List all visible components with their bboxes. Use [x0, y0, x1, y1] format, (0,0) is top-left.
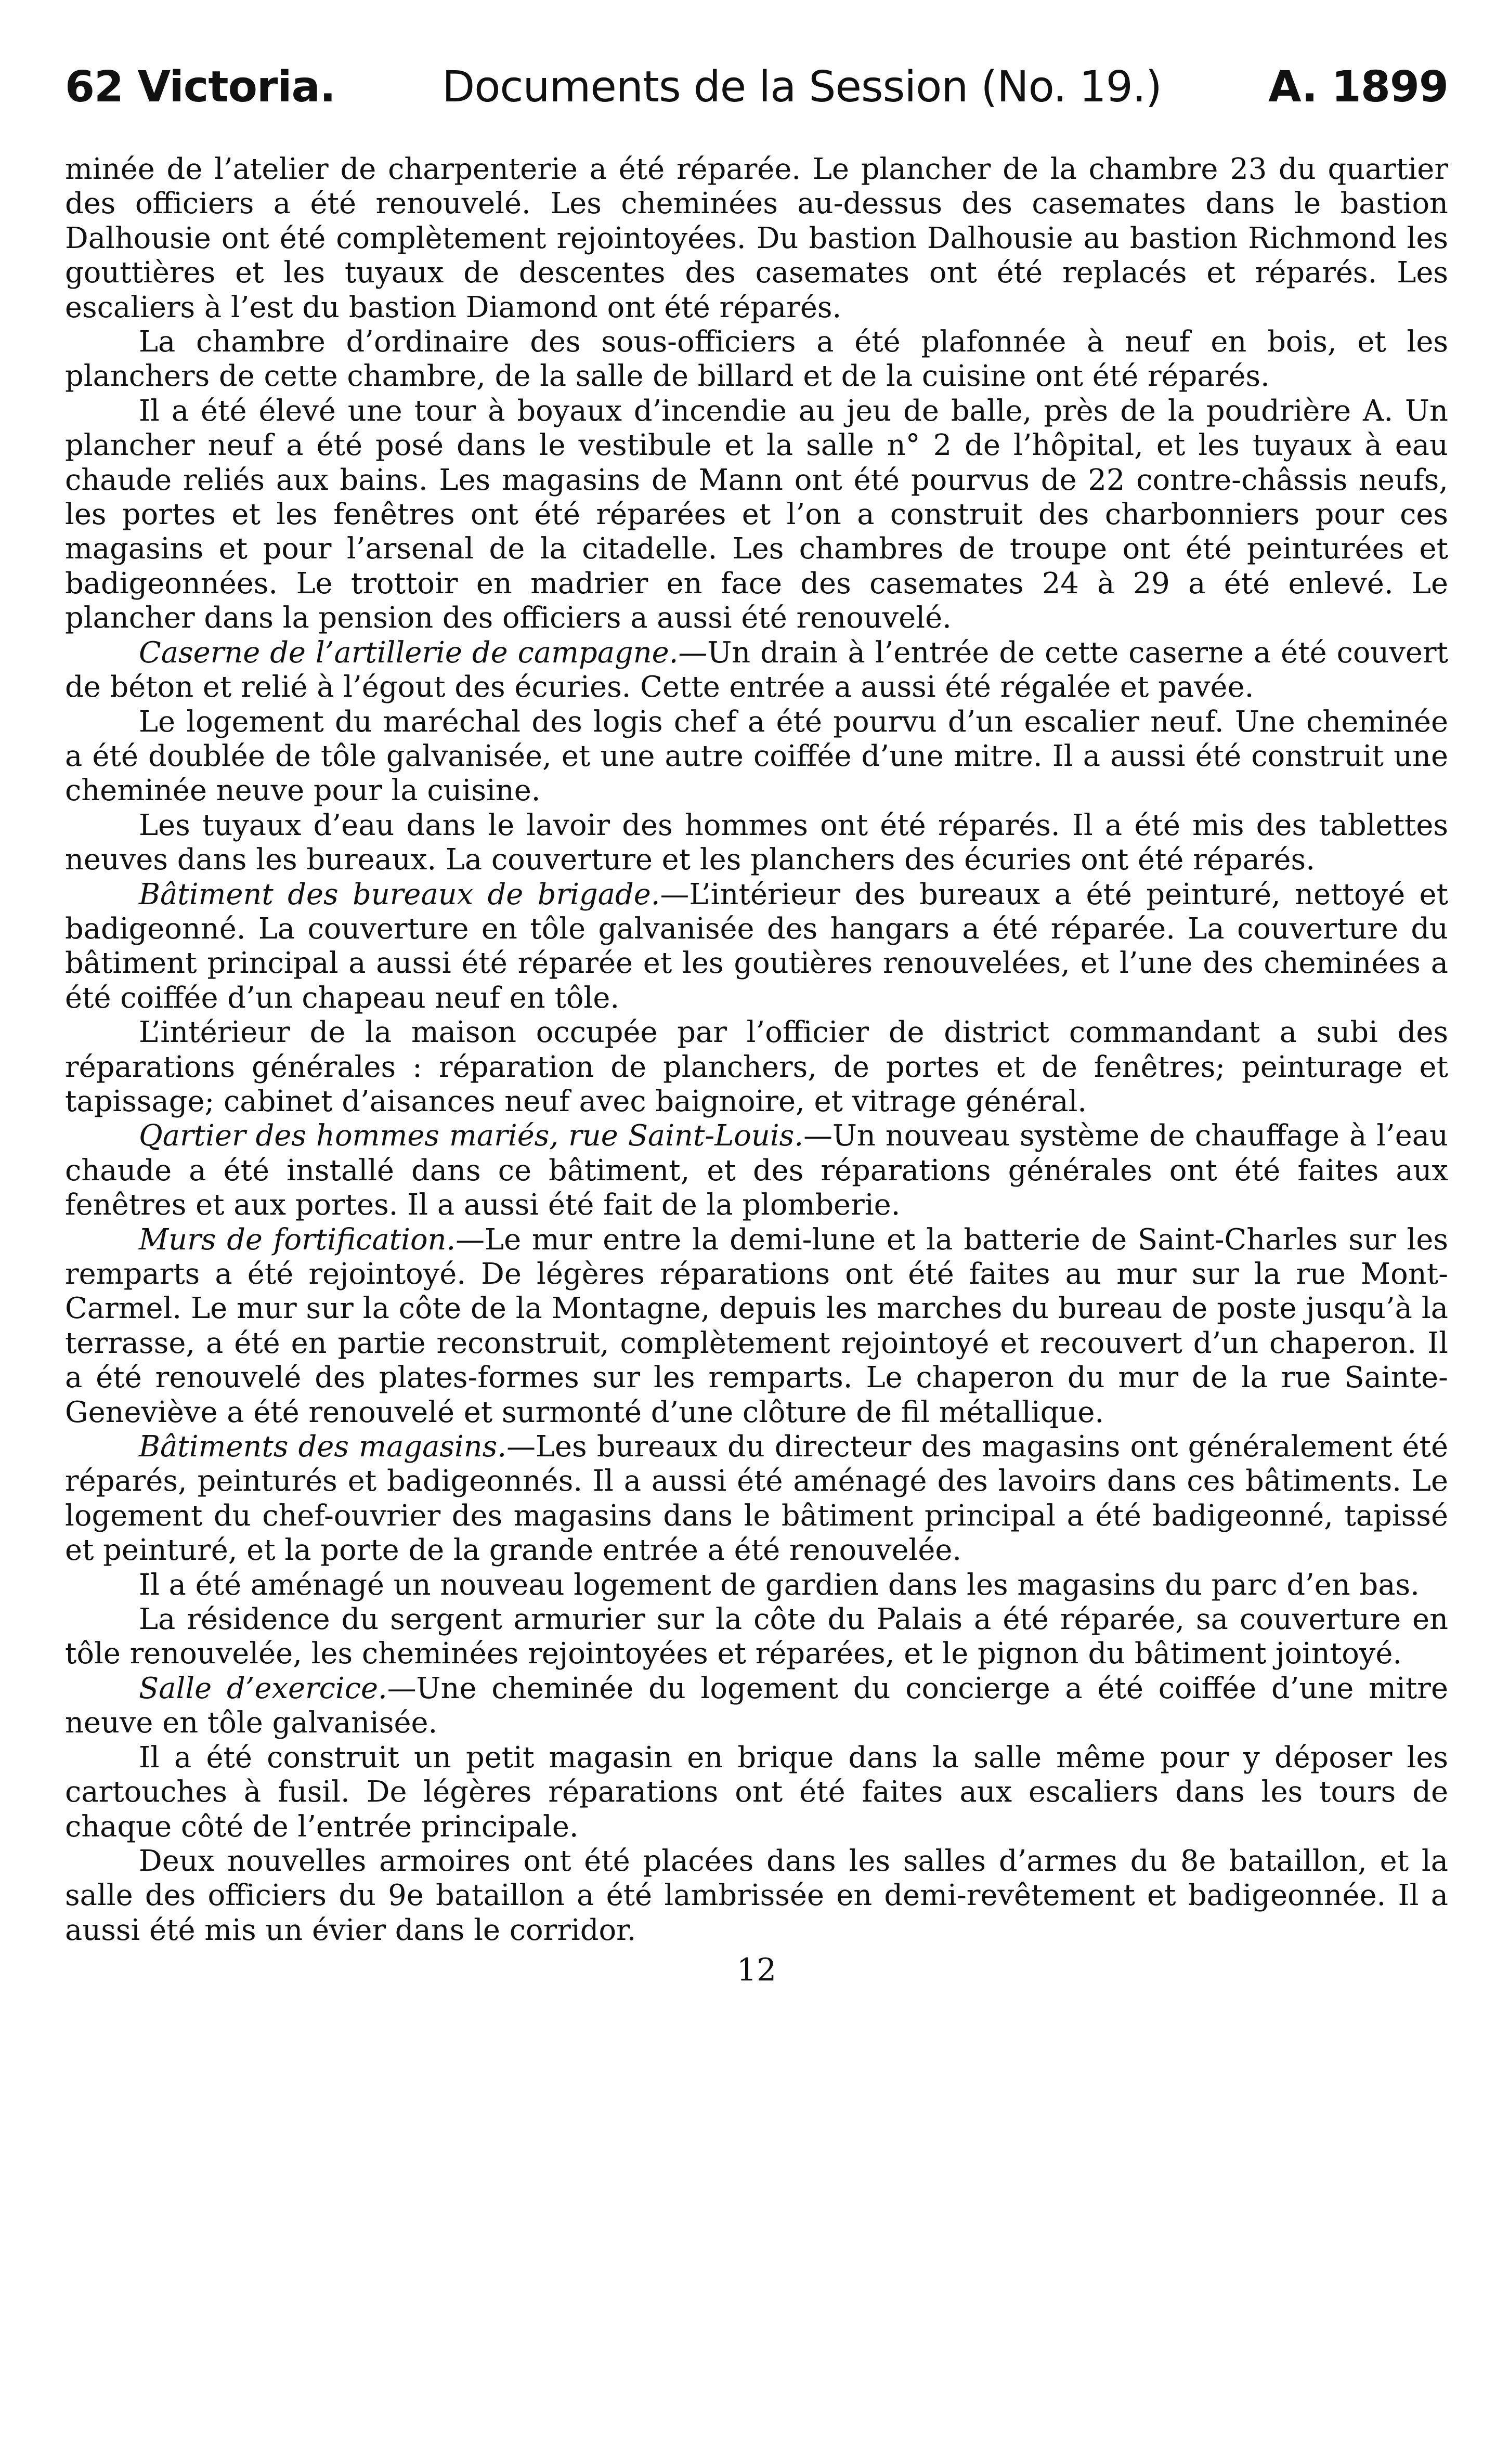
document-page — [65, 62, 1448, 1988]
section-heading: Caserne de l’artillerie de campagne. — [139, 635, 679, 670]
body-text — [65, 152, 1448, 1948]
paragraph-text: —Le mur entre la demi-lune et la batterie de Saint-Charles sur les remparts a été rejointoyé. De légères réparations ont été faites au mur sur la rue Mont-Carmel. Le mur sur la côte de la Montagne, depuis les marches du bureau de poste jusqu’à la terrasse, a été en partie reconstruit, complètement rejointoyé et recouvert d’un chaperon. Il a été renouvelé des plates-formes sur les remparts. Le chaperon du mur de la rue Sainte-Geneviève a été renouvelé et surmonté d’une clôture de fil métallique. — [65, 1222, 1448, 1429]
paragraph-text: —Une cheminée du logement du concierge a été coiffée d’une mitre neuve en tôle galvanisée. — [65, 1671, 1448, 1740]
header-center: Documents de la Session (No. 19.) — [442, 62, 1162, 112]
paragraph-text: —L’intérieur des bureaux a été peinturé, nettoyé et badigeonné. La couverture en tôle galvanisée des hangars a été réparée. La couverture du bâtiment principal a aussi été réparée et les goutières renouvelées, et l’une des cheminées a été coiffée d’un chapeau neuf en tôle. — [65, 877, 1448, 1015]
paragraph-text: —Un nouveau système de chauffage à l’eau chaude a été installé dans ce bâtiment, et des réparations générales ont été faites aux fenêtres et aux portes. Il a aussi été fait de la plomberie. — [65, 1119, 1449, 1222]
section-heading: Murs de fortification. — [139, 1222, 456, 1257]
paragraph — [65, 1568, 1448, 1602]
paragraph — [65, 1672, 1448, 1741]
paragraph — [65, 1741, 1448, 1844]
paragraph-text: Il a été aménagé un nouveau logement de gardien dans les magasins du parc d’en bas. — [139, 1568, 1420, 1602]
paragraph-text: La résidence du sergent armurier sur la côte du Palais a été réparée, sa couverture en tôle renouvelée, les cheminées rejointoyées et réparées, et le pignon du bâtiment jointoyé. — [65, 1602, 1448, 1671]
paragraph — [65, 705, 1448, 809]
paragraph-text: Il a été élevé une tour à boyaux d’incendie au jeu de balle, près de la poudrière A. Un plancher neuf a été posé dans le vestibule et la salle n° 2 de l’hôpital, et les tuyaux à eau chaude reliés aux bains. Les magasins de Mann ont été pourvus de 22 contre-châssis neufs, les portes et les fenêtres ont été réparées et l’on a construit des charbonniers pour ces magasins et pour l’arsenal de la citadelle. Les chambres de troupe ont été peinturées et badigeonnées. Le trottoir en madrier en face des casemates 24 à 29 a été enlevé. Le plancher dans la pension des officiers a aussi été renouvelé. — [65, 394, 1448, 635]
paragraph — [65, 636, 1448, 705]
section-heading: Salle d’exercice. — [139, 1671, 387, 1705]
paragraph — [65, 1430, 1448, 1568]
paragraph — [65, 1119, 1448, 1222]
paragraph-text: Le logement du maréchal des logis chef a été pourvu d’un escalier neuf. Une cheminée a été doublée de tôle galvanisée, et une autre coiffée d’une mitre. Il a aussi été construit une cheminée neuve pour la cuisine. — [65, 705, 1448, 808]
header-left: 62 Victoria. — [65, 62, 335, 112]
section-heading: Bâtiments des magasins. — [139, 1430, 507, 1464]
paragraph — [65, 1844, 1448, 1948]
paragraph-text: —Un drain à l’entrée de cette caserne a été couvert de béton et relié à l’égout des écuries. Cette entrée a aussi été régalée et pavée. — [65, 635, 1449, 705]
paragraph-text: L’intérieur de la maison occupée par l’officier de district commandant a subi des réparations générales : réparation de planchers, de portes et de fenêtres; peinturage et tapissage; cabinet d’aisances neuf avec baignoire, et vitrage général. — [65, 1015, 1448, 1118]
section-heading: Bâtiment des bureaux de brigade. — [139, 877, 660, 911]
paragraph-text: Deux nouvelles armoires ont été placées dans les salles d’armes du 8e bataillon, et la salle des officiers du 9e bataillon a été lambrissée en demi-revêtement et badigeonnée. Il a aussi été mis un évier dans le corridor. — [65, 1844, 1448, 1947]
paragraph-text: Il a été construit un petit magasin en brique dans la salle même pour y déposer les cartouches à fusil. De légères réparations ont été faites aux escaliers dans les tours de chaque côté de l’entrée principale. — [65, 1740, 1448, 1844]
paragraph — [65, 809, 1448, 878]
paragraph-text: Les tuyaux d’eau dans le lavoir des hommes ont été réparés. Il a été mis des tablettes neuves dans les bureaux. La couverture et les planchers des écuries ont été réparés. — [65, 808, 1448, 877]
paragraph — [65, 152, 1448, 325]
paragraph-text: minée de l’atelier de charpenterie a été réparée. Le plancher de la chambre 23 du quartier des officiers a été renouvelé. Les cheminées au-dessus des casemates dans le bastion Dalhousie ont été complètement rejointoyées. Du bastion Dalhousie au bastion Richmond les gouttières et les tuyaux de descentes des casemates ont été replacés et réparés. Les escaliers à l’est du bastion Diamond ont été réparés. — [65, 152, 1448, 324]
paragraph-text: La chambre d’ordinaire des sous-officiers a été plafonnée à neuf en bois, et les planchers de cette chambre, de la salle de billard et de la cuisine ont été réparés. — [65, 325, 1448, 394]
page-number: 12 — [736, 1952, 777, 1989]
paragraph — [65, 325, 1448, 394]
paragraph — [65, 394, 1448, 636]
header-right: A. 1899 — [1268, 62, 1448, 112]
paragraph-text: —Les bureaux du directeur des magasins ont généralement été réparés, peinturés et badigeonnés. Il a aussi été aménagé des lavoirs dans ces bâtiments. Le logement du chef-ouvrier des magasins dans le bâtiment principal a été badigeonné, tapissé et peinturé, et la porte de la grande entrée a été renouvelée. — [65, 1430, 1448, 1568]
paragraph — [65, 1223, 1448, 1430]
section-heading: Qartier des hommes mariés, rue Saint-Louis. — [139, 1119, 804, 1153]
running-header — [65, 62, 1448, 112]
paragraph — [65, 1015, 1448, 1119]
paragraph — [65, 878, 1448, 1016]
paragraph — [65, 1602, 1448, 1672]
